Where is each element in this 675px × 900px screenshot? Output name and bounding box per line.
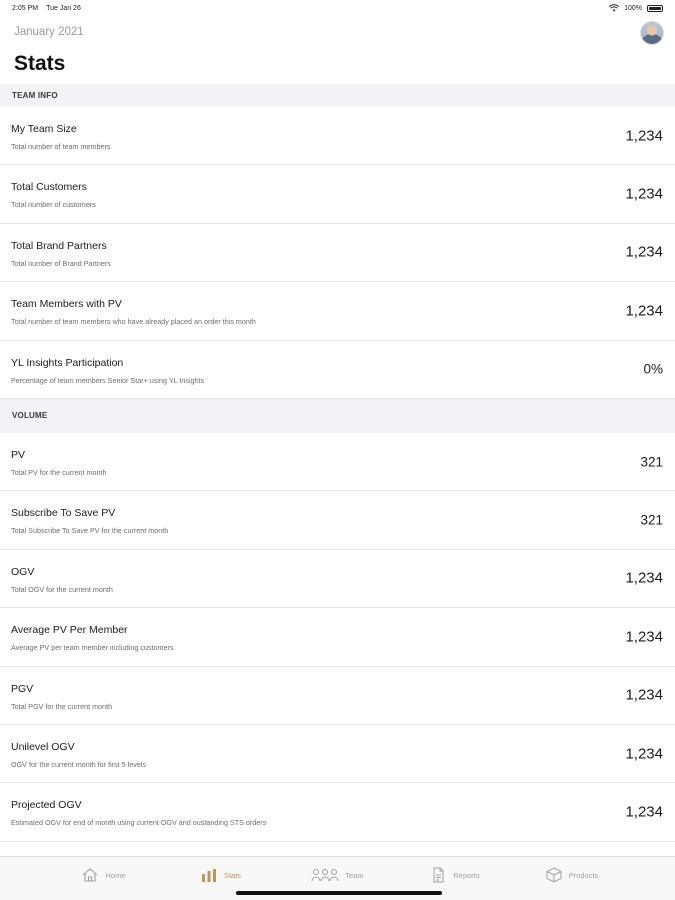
battery-icon	[647, 5, 663, 12]
tab-reports[interactable]	[396, 867, 513, 883]
stat-description: Total OGV for the current month	[11, 584, 113, 594]
stat-label: Total Brand Partners	[11, 239, 107, 252]
stat-value: 0%	[643, 361, 663, 377]
stat-value: 1,234	[625, 628, 663, 646]
tab-label: Stats	[223, 870, 242, 880]
stat-description: Total Subscribe To Save PV for the current month	[11, 526, 169, 536]
stat-description: Percentage of team members Senior Star+ using YL Insights	[11, 375, 205, 385]
stat-label: PGV	[11, 682, 34, 695]
stat-row-pv[interactable]	[0, 433, 675, 491]
stat-row-total-customers[interactable]	[0, 165, 675, 223]
status-time: 2:05 PM	[12, 4, 39, 12]
home-indicator[interactable]	[236, 891, 442, 895]
stat-value: 1,234	[625, 569, 663, 587]
stat-label: Total Customers	[11, 181, 87, 194]
stat-label: Unilevel OGV	[11, 740, 75, 753]
bar-chart-icon	[200, 867, 218, 883]
stat-row-my-team-size[interactable]	[0, 107, 675, 165]
section-header-team-info: TEAM INFO	[0, 84, 675, 107]
wifi-icon	[609, 4, 619, 12]
stat-description: Total number of team members	[11, 142, 111, 151]
stat-value: 1,234	[625, 745, 663, 763]
stat-label: YL Insights Participation	[11, 356, 124, 369]
document-icon	[429, 867, 447, 883]
stat-label: Team Members with PV	[11, 298, 122, 311]
battery-percent: 100%	[624, 4, 642, 12]
stat-row-subscribe-to-save-pv[interactable]	[0, 491, 675, 549]
stat-row-pgv[interactable]	[0, 667, 675, 725]
stat-value: 1,234	[625, 803, 663, 821]
stat-value: 321	[640, 512, 663, 528]
stat-row-team-members-with-pv[interactable]	[0, 282, 675, 340]
stat-value: 1,234	[625, 127, 663, 145]
stat-description: Total number of customers	[11, 200, 96, 210]
stat-description: Total number of Brand Partners	[11, 258, 111, 268]
stat-row-ogv[interactable]	[0, 550, 675, 608]
stat-row-yl-insights-participation[interactable]	[0, 341, 675, 399]
stat-value: 1,234	[625, 185, 663, 203]
stat-label: OGV	[11, 565, 35, 578]
stat-description: Total PGV for the current month	[11, 701, 113, 711]
stat-row-projected-ogv[interactable]	[0, 783, 675, 841]
team-icon	[311, 867, 339, 883]
stat-description: Total PV for the current month	[11, 467, 107, 477]
tab-home[interactable]	[45, 867, 162, 883]
stat-label: My Team Size	[11, 123, 77, 135]
tab-products[interactable]	[513, 867, 630, 883]
status-date: Tue Jan 26	[46, 4, 81, 12]
page-title: Stats	[14, 52, 66, 75]
stat-description: Estimated OGV for end of month using current OGV and oustanding STS orders	[11, 818, 267, 828]
stat-label: Average PV Per Member	[11, 624, 128, 637]
tab-label: Reports	[453, 870, 480, 880]
tab-label: Products	[568, 870, 599, 880]
status-bar	[0, 0, 675, 16]
home-icon	[81, 867, 99, 883]
stat-label: PV	[11, 448, 26, 461]
stat-value: 321	[640, 454, 663, 470]
tab-team[interactable]	[279, 867, 396, 883]
stat-label: Subscribe To Save PV	[11, 507, 116, 520]
tab-stats[interactable]	[162, 867, 279, 883]
stat-label: Projected OGV	[11, 799, 82, 812]
stats-list	[0, 84, 675, 842]
stat-row-average-pv-per-member[interactable]	[0, 608, 675, 666]
section-header-volume: VOLUME	[0, 399, 675, 433]
stat-value: 1,234	[625, 243, 663, 261]
tab-label: Home	[105, 870, 126, 880]
stat-value: 1,234	[625, 302, 663, 320]
box-icon	[545, 867, 563, 883]
stat-value: 1,234	[625, 686, 663, 704]
stat-description: OGV for the current month for first 5 levels	[11, 759, 147, 769]
avatar[interactable]	[640, 21, 664, 45]
stat-row-total-brand-partners[interactable]	[0, 224, 675, 282]
stat-row-unilevel-ogv[interactable]	[0, 725, 675, 783]
stat-description: Total number of team members who have already placed an order this month	[11, 317, 256, 327]
stat-description: Average PV per team member including customers	[11, 643, 174, 653]
tab-label: Team	[345, 870, 364, 880]
month-label: January 2021	[14, 26, 84, 38]
